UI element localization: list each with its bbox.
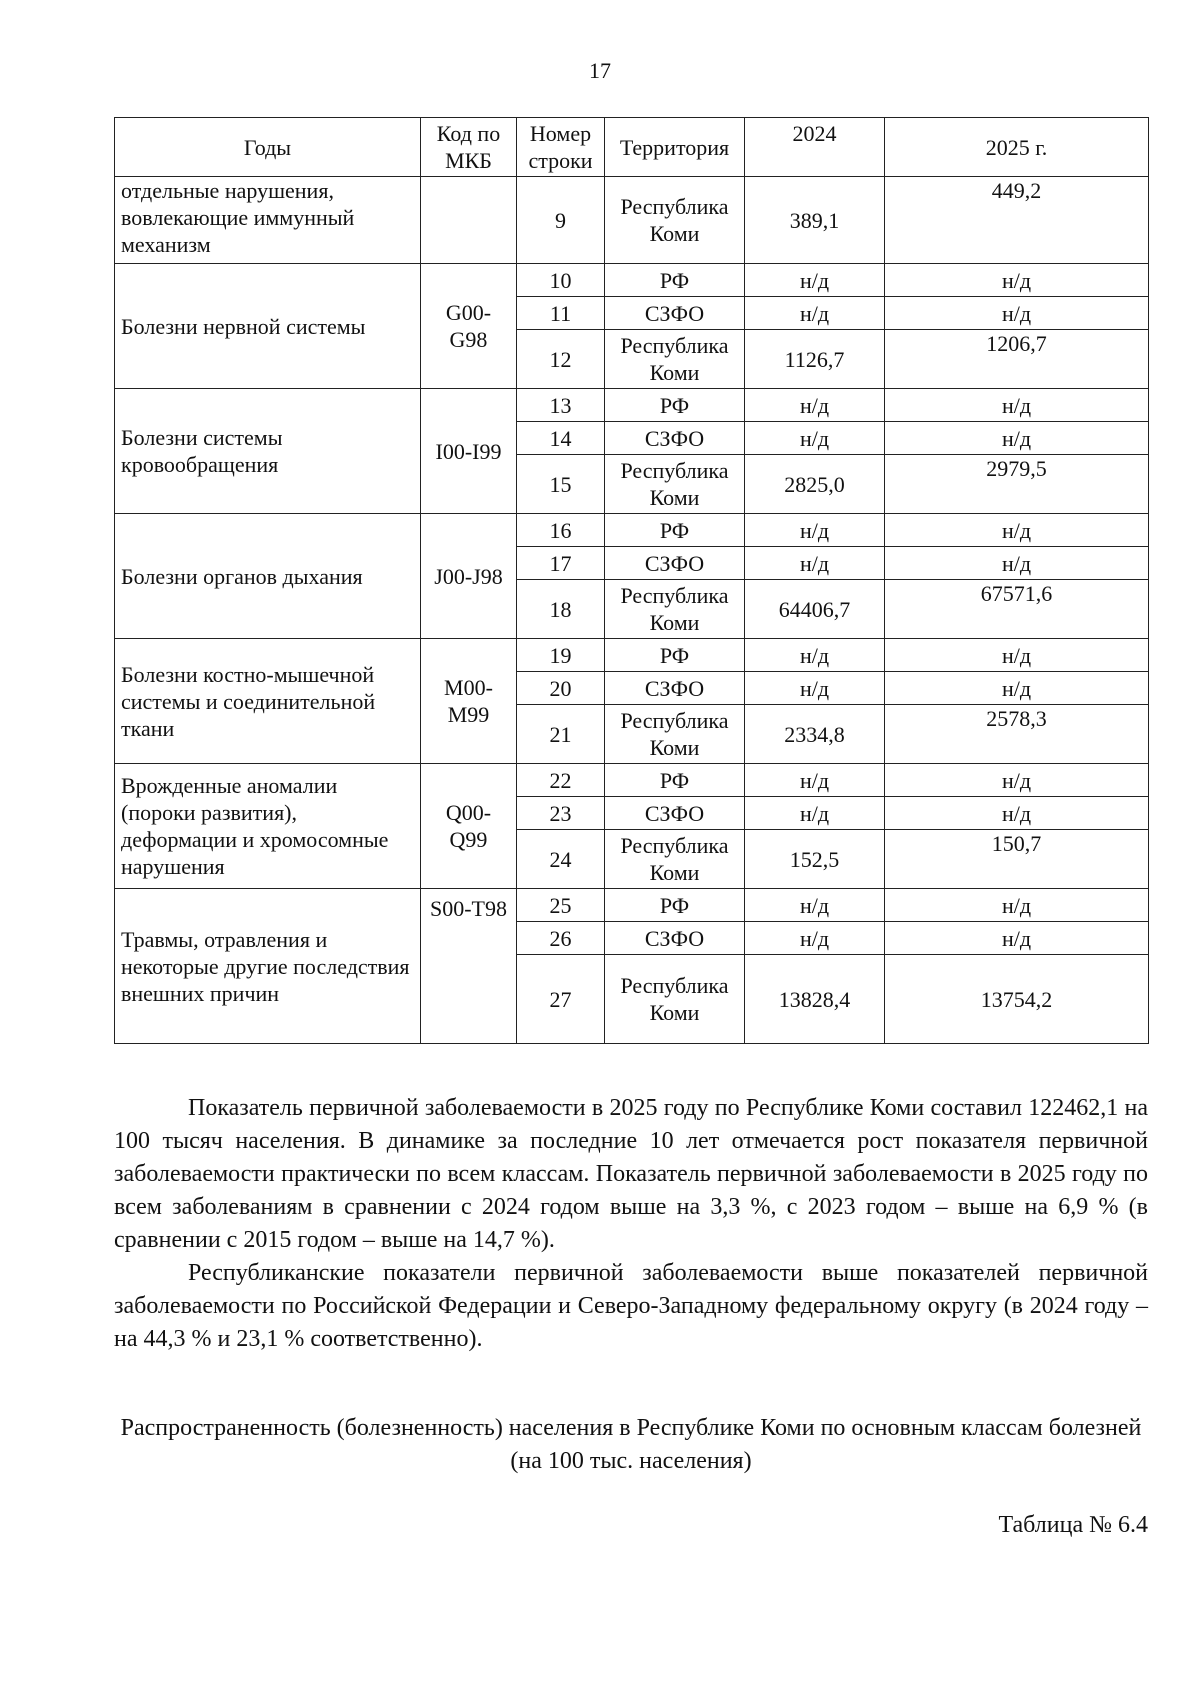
territory-cell: РФ [605, 764, 745, 797]
line-number-cell: 12 [517, 330, 605, 389]
value-2025-cell: н/д [885, 297, 1149, 330]
disease-class-cell: Травмы, отравления и некоторые другие последствия внешних причин [115, 889, 421, 1044]
value-2024-cell: 64406,7 [745, 580, 885, 639]
territory-cell: РФ [605, 389, 745, 422]
line-number-cell: 13 [517, 389, 605, 422]
value-2024-cell: н/д [745, 922, 885, 955]
territory-cell: Республика Коми [605, 580, 745, 639]
line-number-cell: 18 [517, 580, 605, 639]
line-number-cell: 22 [517, 764, 605, 797]
value-2024-cell: н/д [745, 547, 885, 580]
territory-cell: СЗФО [605, 797, 745, 830]
table-header-row [115, 118, 1149, 177]
table-row [115, 389, 1149, 422]
paragraph: Республиканские показатели первичной заболеваемости выше показателей первичной заболеваемости по Российской Федерации и Северо-Западному федеральному округу (в 2024 году – на 44,3 % и 23,1 % соответственно). [114, 1260, 1148, 1352]
header-2024: 2024 [745, 118, 885, 177]
value-2024-cell: н/д [745, 797, 885, 830]
territory-cell: СЗФО [605, 672, 745, 705]
value-2024-cell: н/д [745, 639, 885, 672]
icd-code-cell: Q00-Q99 [421, 764, 517, 889]
line-number-cell: 24 [517, 830, 605, 889]
icd-code-cell [421, 177, 517, 264]
line-number-cell: 25 [517, 889, 605, 922]
disease-class-cell: Болезни системы кровообращения [115, 389, 421, 514]
icd-code-cell: M00-M99 [421, 639, 517, 764]
table-label: Таблица № 6.4 [998, 1512, 1148, 1538]
value-2024-cell: н/д [745, 672, 885, 705]
value-2025-cell: н/д [885, 764, 1149, 797]
disease-class-cell: Болезни костно-мышечной системы и соединительной ткани [115, 639, 421, 764]
value-2025-cell: н/д [885, 639, 1149, 672]
value-2025-cell: 449,2 [885, 177, 1149, 264]
value-2025-cell: н/д [885, 547, 1149, 580]
territory-cell: Республика Коми [605, 955, 745, 1044]
line-number-cell: 15 [517, 455, 605, 514]
value-2024-cell: н/д [745, 389, 885, 422]
territory-cell: СЗФО [605, 922, 745, 955]
line-number-cell: 21 [517, 705, 605, 764]
value-2024-cell: 13828,4 [745, 955, 885, 1044]
territory-cell: СЗФО [605, 297, 745, 330]
value-2024-cell: н/д [745, 889, 885, 922]
line-number-cell: 9 [517, 177, 605, 264]
table-row [115, 764, 1149, 797]
territory-cell: СЗФО [605, 547, 745, 580]
value-2024-cell: 2334,8 [745, 705, 885, 764]
value-2025-cell: 150,7 [885, 830, 1149, 889]
territory-cell: Республика Коми [605, 455, 745, 514]
header-code: Код по МКБ [421, 118, 517, 177]
icd-code-cell: I00-I99 [421, 389, 517, 514]
table-row [115, 639, 1149, 672]
value-2025-cell: н/д [885, 922, 1149, 955]
territory-cell: Республика Коми [605, 705, 745, 764]
value-2025-cell: н/д [885, 389, 1149, 422]
value-2025-cell: 2578,3 [885, 705, 1149, 764]
line-number-cell: 14 [517, 422, 605, 455]
line-number-cell: 27 [517, 955, 605, 1044]
value-2024-cell: 1126,7 [745, 330, 885, 389]
table-row [115, 177, 1149, 264]
value-2024-cell: н/д [745, 422, 885, 455]
table-row [115, 514, 1149, 547]
disease-class-cell: Болезни органов дыхания [115, 514, 421, 639]
value-2025-cell: н/д [885, 264, 1149, 297]
disease-class-cell: Болезни нервной системы [115, 264, 421, 389]
icd-code-cell: J00-J98 [421, 514, 517, 639]
header-territory: Территория [605, 118, 745, 177]
line-number-cell: 10 [517, 264, 605, 297]
paragraph: Показатель первичной заболеваемости в 2025 году по Республике Коми составил 122462,1 на 100 тысяч населения. В динамике за последние 10 лет отмечается рост показателя первичной заболеваемости практически по всем классам. Показатель первичной заболеваемости в 2025 году по всем заболеваниям в сравнении с 2024 годом выше на 3,3 %, с 2023 годом – выше на 6,9 % (в сравнении с 2015 годом – выше на 14,7 %). [114, 1095, 1148, 1253]
territory-cell: Республика Коми [605, 330, 745, 389]
table-row [115, 264, 1149, 297]
value-2025-cell: 67571,6 [885, 580, 1149, 639]
line-number-cell: 19 [517, 639, 605, 672]
line-number-cell: 26 [517, 922, 605, 955]
territory-cell: Республика Коми [605, 177, 745, 264]
line-number-cell: 16 [517, 514, 605, 547]
icd-code-cell: S00-T98 [421, 889, 517, 1044]
value-2025-cell: н/д [885, 797, 1149, 830]
value-2025-cell: 13754,2 [885, 955, 1149, 1044]
line-number-cell: 20 [517, 672, 605, 705]
value-2025-cell: н/д [885, 889, 1149, 922]
territory-cell: РФ [605, 639, 745, 672]
page-number: 17 [589, 58, 611, 83]
disease-class-cell: отдельные нарушения, вовлекающие иммунный механизм [115, 177, 421, 264]
value-2024-cell: н/д [745, 514, 885, 547]
section-heading: Распространенность (болезненность) населения в Республике Коми по основным классам болезней (на 100 тыс. населения) [120, 1415, 1142, 1474]
territory-cell: Республика Коми [605, 830, 745, 889]
territory-cell: РФ [605, 264, 745, 297]
value-2024-cell: 152,5 [745, 830, 885, 889]
body-text [114, 1092, 1148, 1356]
territory-cell: СЗФО [605, 422, 745, 455]
value-2024-cell: н/д [745, 264, 885, 297]
value-2025-cell: н/д [885, 422, 1149, 455]
value-2025-cell: 2979,5 [885, 455, 1149, 514]
line-number-cell: 23 [517, 797, 605, 830]
value-2024-cell: н/д [745, 297, 885, 330]
header-years: Годы [115, 118, 421, 177]
value-2024-cell: н/д [745, 764, 885, 797]
morbidity-table [114, 117, 1149, 1044]
territory-cell: РФ [605, 889, 745, 922]
header-2025: 2025 г. [885, 118, 1149, 177]
territory-cell: РФ [605, 514, 745, 547]
line-number-cell: 17 [517, 547, 605, 580]
value-2024-cell: 389,1 [745, 177, 885, 264]
header-line: Номер строки [517, 118, 605, 177]
value-2025-cell: н/д [885, 514, 1149, 547]
line-number-cell: 11 [517, 297, 605, 330]
value-2025-cell: 1206,7 [885, 330, 1149, 389]
table-row [115, 889, 1149, 922]
value-2025-cell: н/д [885, 672, 1149, 705]
disease-class-cell: Врожденные аномалии (пороки развития), деформации и хромосомные нарушения [115, 764, 421, 889]
icd-code-cell: G00-G98 [421, 264, 517, 389]
value-2024-cell: 2825,0 [745, 455, 885, 514]
